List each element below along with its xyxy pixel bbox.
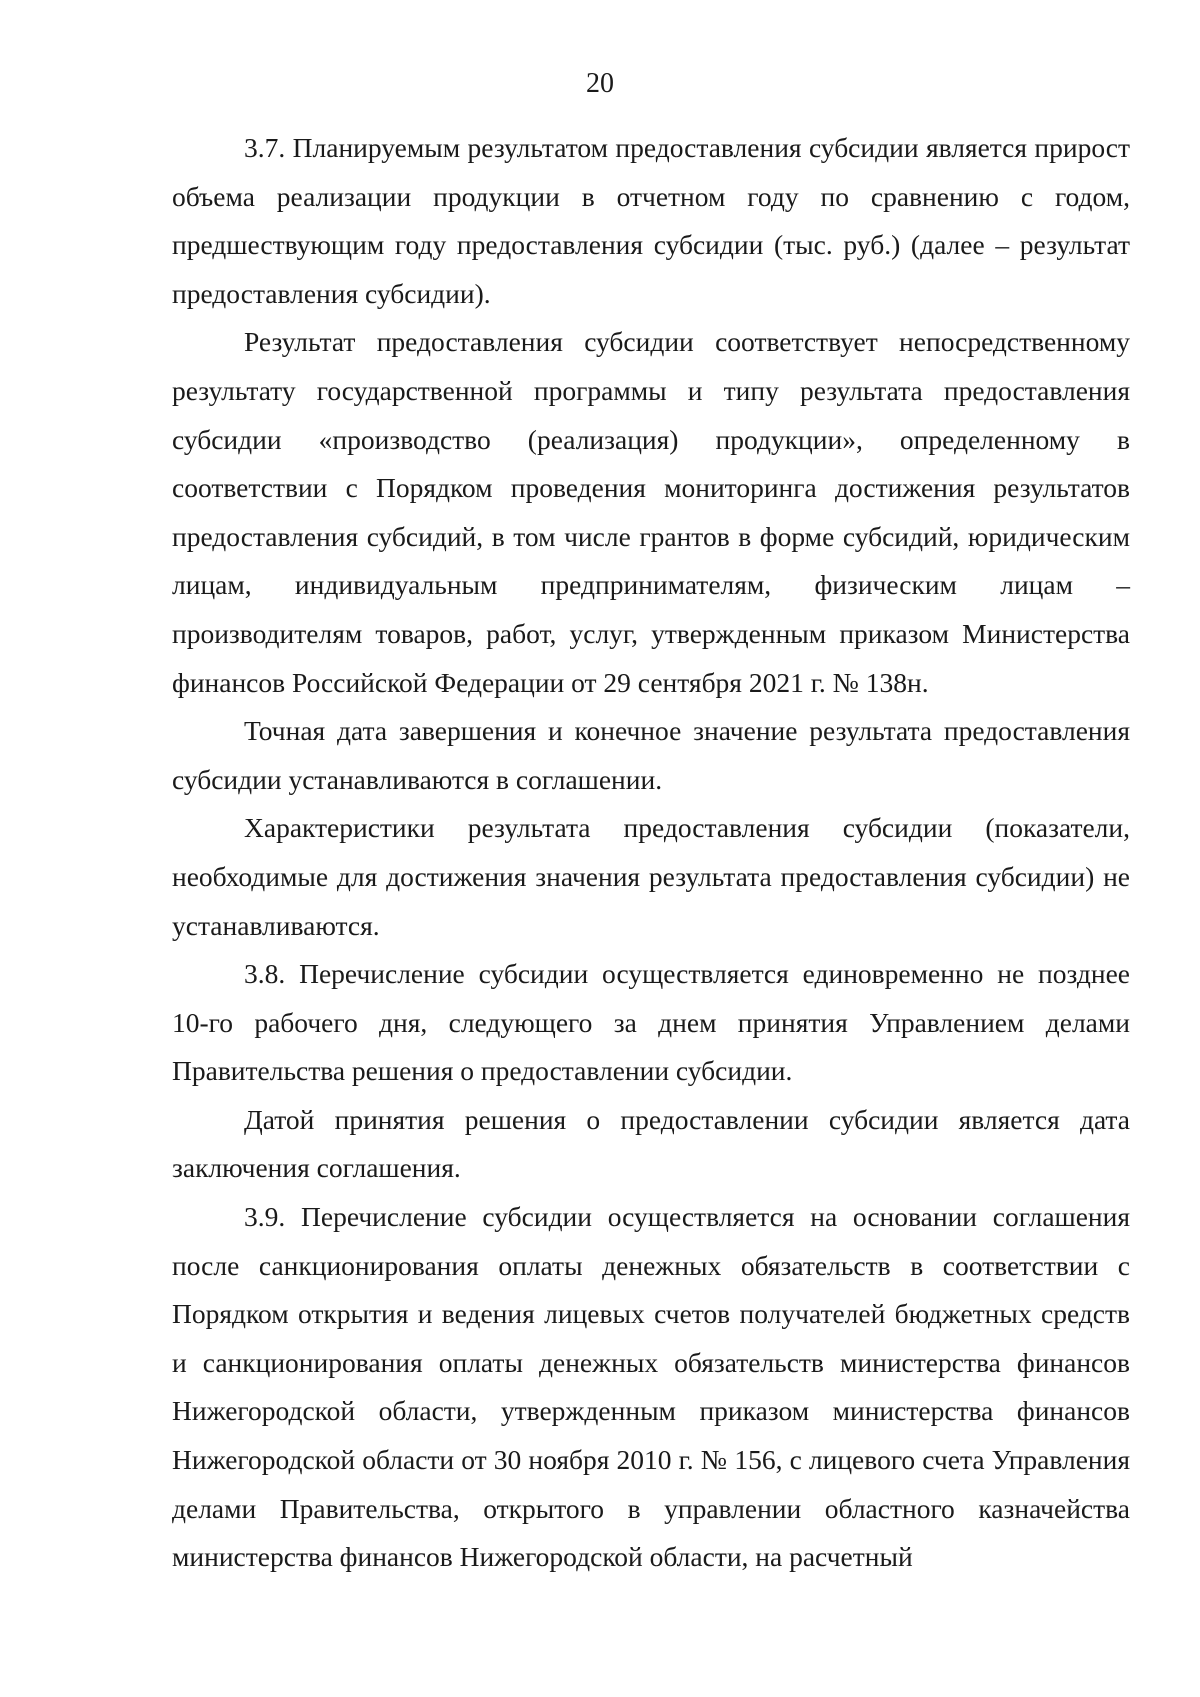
paragraph-exact-date: Точная дата завершения и конечное значение результата предоставления субсидии устанавливаются в соглашении. (172, 715, 1130, 795)
paragraph-3-7: 3.7. Планируемым результатом предоставления субсидии является прирост объема реализации продукции в отчетном году по сравнению с годом, предшествующим году предоставления субсидии (тыс. руб.) (далее – результат предоставления субсидии). (172, 132, 1130, 309)
document-body (172, 124, 1130, 1582)
paragraph-result-correspondence: Результат предоставления субсидии соответствует непосредственному результату государственной программы и типу результата предоставления субсидии «производство (реализация) продукции», определенному в соответствии с Порядком проведения мониторинга достижения результатов предоставления субсидий, в том числе грантов в форме субсидий, юридическим лицам, индивидуальным предпринимателям, физическим лицам – производителям товаров, работ, услуг, утвержденным приказом Министерства финансов Российской Федерации от 29 сентября 2021 г. № 138н. (172, 326, 1130, 698)
page-number: 20 (586, 68, 614, 99)
paragraph-3-9: 3.9. Перечисление субсидии осуществляется на основании соглашения после санкционирования оплаты денежных обязательств в соответствии с Порядком открытия и ведения лицевых счетов получателей бюджетных средств и санкционирования оплаты денежных обязательств министерства финансов Нижегородской области, утвержденным приказом министерства финансов Нижегородской области от 30 ноября 2010 г. № 156, с лицевого счета Управления делами Правительства, открытого в управлении областного казначейства министерства финансов Нижегородской области, на расчетный (172, 1201, 1130, 1573)
paragraph-3-8: 3.8. Перечисление субсидии осуществляется единовременно не позднее 10-го рабочего дня, следующего за днем принятия Управлением делами Правительства решения о предоставлении субсидии. (172, 958, 1130, 1087)
paragraph-decision-date: Датой принятия решения о предоставлении субсидии является дата заключения соглашения. (172, 1103, 1130, 1184)
paragraph-characteristics: Характеристики результата предоставления субсидии (показатели, необходимые для достижения значения результата предоставления субсидии) не устанавливаются. (172, 812, 1130, 941)
